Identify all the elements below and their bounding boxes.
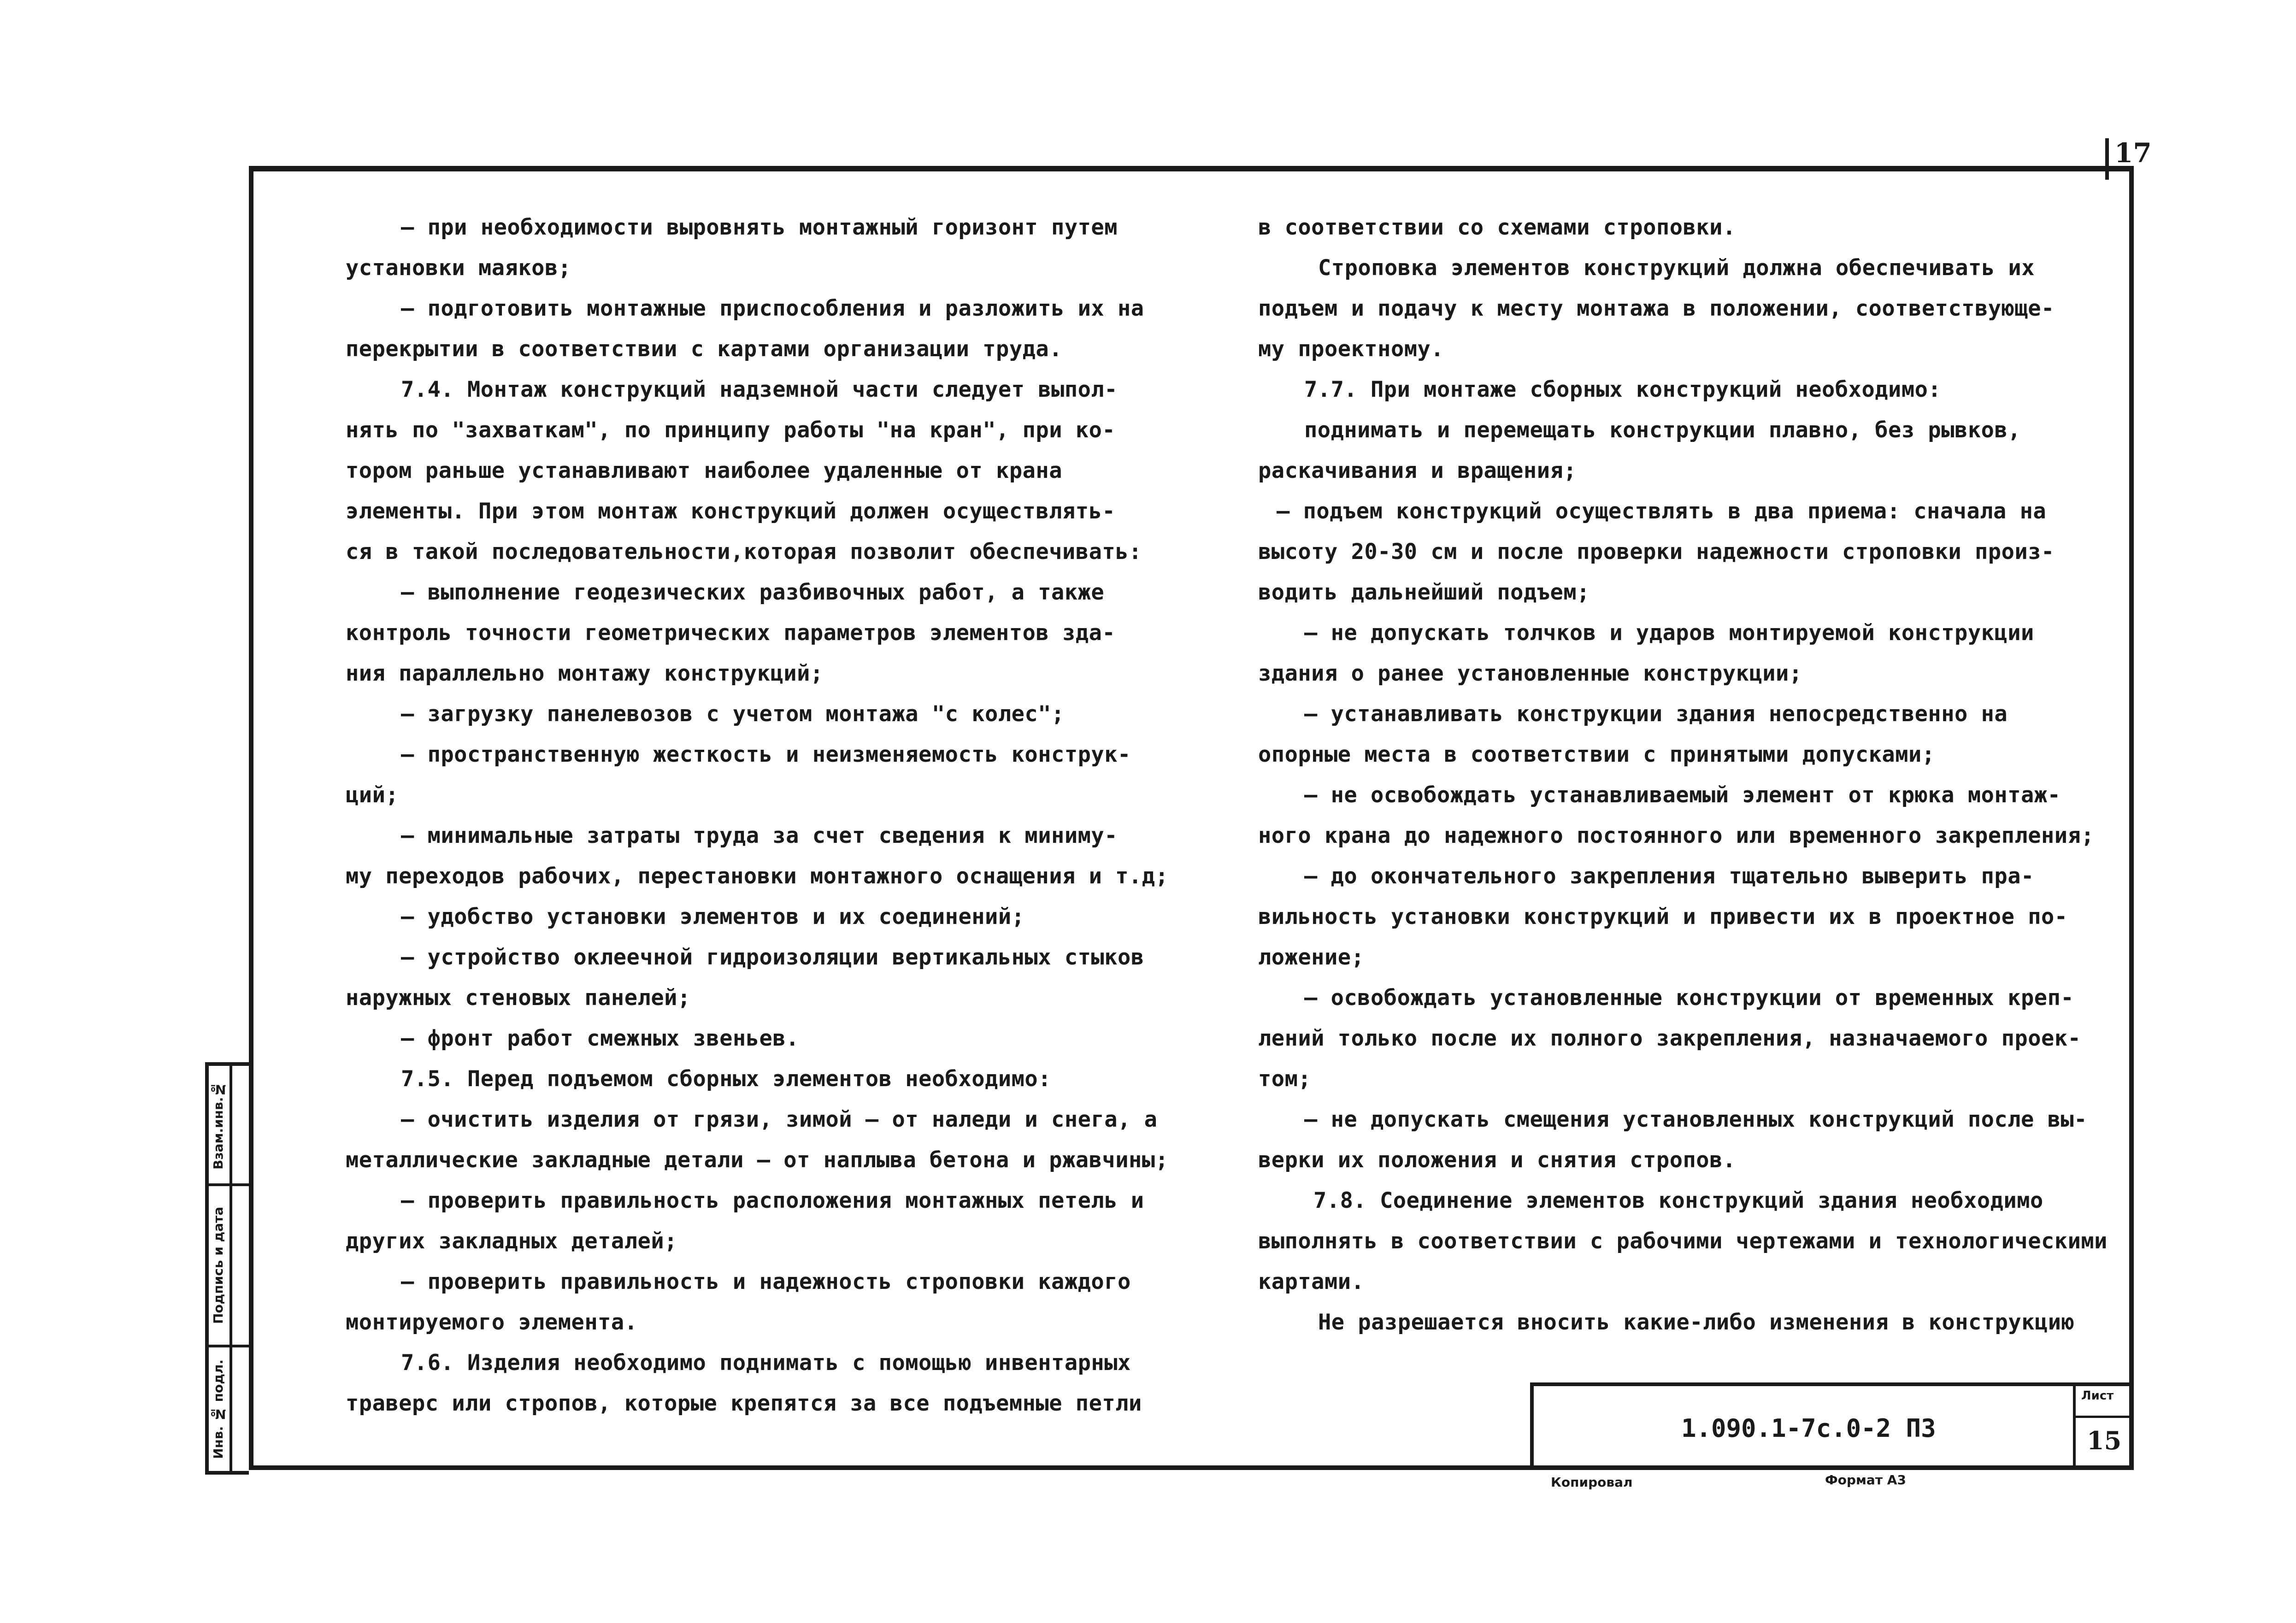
left-line: – загрузку панелевозов с учетом монтажа "с колес"; [401, 701, 1065, 727]
right-line: поднимать и перемещать конструкции плавно, без рывков, [1304, 418, 2021, 443]
title-block [1530, 1382, 2129, 1470]
right-line: том; [1258, 1066, 1312, 1092]
right-line: 7.7. При монтаже сборных конструкций необходимо: [1304, 377, 1942, 402]
right-line: – устанавливать конструкции здания непосредственно на [1304, 701, 2008, 727]
left-text-column [346, 207, 1169, 1424]
right-line: верки их положения и снятия стропов. [1258, 1147, 1736, 1173]
left-line: ций; [346, 782, 399, 808]
page-number-tick [2105, 138, 2109, 180]
right-line: Строповка элементов конструкций должна обеспечивать их [1318, 255, 2035, 281]
left-line: – устройство оклеечной гидроизоляции вертикальных стыков [401, 945, 1144, 970]
left-line: – пространственную жесткость и неизменяемость конструк- [401, 742, 1131, 767]
left-line: – удобство установки элементов и их соединений; [401, 904, 1025, 929]
right-line: ного крана до надежного постоянного или временного закрепления; [1258, 823, 2095, 848]
strip-divider [230, 1066, 232, 1471]
left-line: – фронт работ смежных звеньев. [401, 1026, 799, 1051]
right-line: – не допускать толчков и ударов монтируемой конструкции [1304, 620, 2034, 646]
right-line: опорные места в соответствии с принятыми допусками; [1258, 742, 1935, 767]
document-designation: 1.090.1-7с.0-2 ПЗ [1681, 1414, 1936, 1443]
right-line: 7.8. Соединение элементов конструкций здания необходимо [1313, 1188, 2043, 1213]
page-number: 17 [2114, 137, 2152, 169]
right-line: ложение; [1258, 945, 1365, 970]
left-line: ся в такой последовательности,которая позволит обеспечивать: [346, 539, 1142, 565]
left-line: – проверить правильность расположения монтажных петель и [401, 1188, 1144, 1213]
right-line: высоту 20-30 см и после проверки надежности строповки произ- [1258, 539, 2055, 565]
left-line: траверс или стропов, которые крепятся за все подъемные петли [346, 1391, 1142, 1416]
left-line: наружных стеновых панелей; [346, 985, 691, 1011]
left-line: – минимальные затраты труда за счет сведения к миниму- [401, 823, 1118, 848]
side-label-signature-date: Подпись и дата [211, 1206, 226, 1324]
right-line: – освобождать установленные конструкции от временных креп- [1304, 985, 2074, 1011]
right-line: – не освобождать устанавливаемый элемент от крюка монтаж- [1304, 782, 2061, 808]
right-text-column [1258, 207, 2108, 1343]
right-line: в соответствии со схемами строповки. [1258, 215, 1736, 240]
left-line: – проверить правильность и надежность строповки каждого [401, 1269, 1131, 1294]
side-stamp-strip [205, 1062, 249, 1475]
sheet-label: Лист [2081, 1389, 2114, 1403]
left-line: ния параллельно монтажу конструкций; [346, 661, 824, 686]
left-line: элементы. При этом монтаж конструкций должен осуществлять- [346, 499, 1116, 524]
right-line: му проектному. [1258, 336, 1444, 362]
right-line: – до окончательного закрепления тщательно выверить пра- [1304, 864, 2034, 889]
left-line: – выполнение геодезических разбивочных работ, а также [401, 580, 1105, 605]
right-line: раскачивания и вращения; [1258, 458, 1577, 483]
left-line: 7.6. Изделия необходимо поднимать с помощью инвентарных [401, 1350, 1131, 1376]
left-line: других закладных деталей; [346, 1229, 677, 1254]
left-line: нять по "захваткам", по принципу работы "на кран", при ко- [346, 418, 1116, 443]
left-line: металлические закладные детали – от наплыва бетона и ржавчины; [346, 1147, 1169, 1173]
left-line: тором раньше устанавливают наиболее удаленные от крана [346, 458, 1063, 483]
right-line: – не допускать смещения установленных конструкций после вы- [1304, 1107, 2087, 1132]
sheet-label-line [2076, 1416, 2133, 1418]
left-line: 7.5. Перед подъемом сборных элементов необходимо: [401, 1066, 1052, 1092]
side-label-original-inv: Инв. № подл. [211, 1359, 226, 1459]
right-line: вильность установки конструкций и привести их в проектное по- [1258, 904, 2068, 929]
left-line: перекрытии в соответствии с картами организации труда. [346, 336, 1063, 362]
left-line: 7.4. Монтаж конструкций надземной части следует выпол- [401, 377, 1118, 402]
left-line: – подготовить монтажные приспособления и разложить их на [401, 296, 1144, 321]
left-line: монтируемого элемента. [346, 1310, 638, 1335]
left-line: контроль точности геометрических параметров элементов зда- [346, 620, 1116, 646]
left-line: – при необходимости выровнять монтажный горизонт путем [401, 215, 1118, 240]
right-line: подъем и подачу к месту монтажа в положении, соответствующе- [1258, 296, 2055, 321]
footer-format: Формат А3 [1825, 1472, 1906, 1488]
strip-divider [209, 1183, 249, 1186]
right-line: водить дальнейший подъем; [1258, 580, 1590, 605]
right-line: здания о ранее установленные конструкции; [1258, 661, 1802, 686]
side-label-replacement-inv: Взам.инв.№ [211, 1082, 226, 1170]
right-line: Не разрешается вносить какие-либо изменения в конструкцию [1318, 1310, 2075, 1335]
sheet-number: 15 [2087, 1426, 2122, 1455]
right-line: выполнять в соответствии с рабочими чертежами и технологическими [1258, 1229, 2108, 1254]
title-block-divider [2073, 1386, 2076, 1470]
left-line: – очистить изделия от грязи, зимой – от наледи и снега, а [401, 1107, 1158, 1132]
left-line: му переходов рабочих, перестановки монтажного оснащения и т.д; [346, 864, 1169, 889]
right-line: – подъем конструкций осуществлять в два приема: сначала на [1277, 499, 2047, 524]
strip-divider [209, 1345, 249, 1347]
right-line: лений только после их полного закрепления, назначаемого проек- [1258, 1026, 2081, 1051]
right-line: картами. [1258, 1269, 1365, 1294]
footer-copied: Копировал [1551, 1475, 1633, 1490]
left-line: установки маяков; [346, 255, 571, 281]
